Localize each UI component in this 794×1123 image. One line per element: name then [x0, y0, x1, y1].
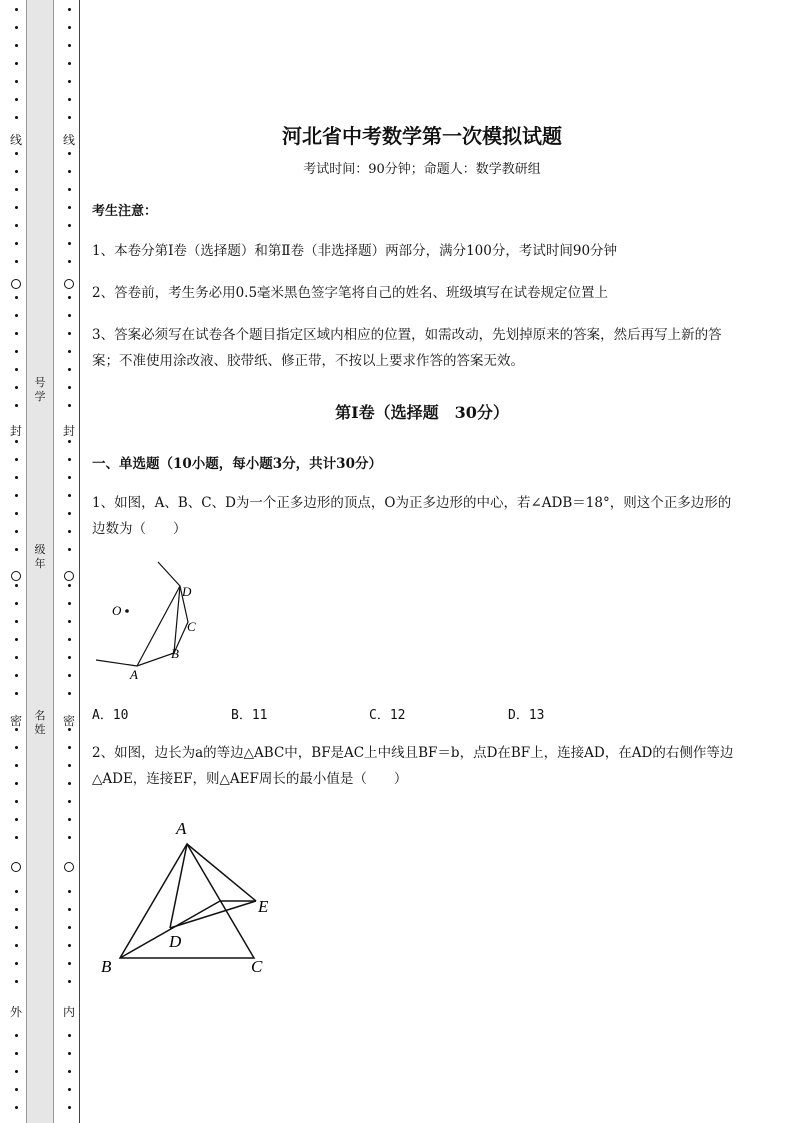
- seal-dot: [15, 692, 18, 695]
- seal-dot: [15, 494, 18, 497]
- seal-dot: [15, 440, 18, 443]
- seal-dot: [68, 764, 71, 767]
- seal-dot: [15, 1052, 18, 1055]
- seal-mark-inner-feng: 封: [62, 424, 75, 438]
- seal-dot: [68, 314, 71, 317]
- exam-title: 河北省中考数学第一次模拟试题: [282, 124, 562, 148]
- notice-item-1: 1、本卷分第I卷（选择题）和第Ⅱ卷（非选择题）两部分，满分100分，考试时间90分钟: [92, 243, 618, 259]
- figure-label-D: D: [169, 932, 182, 951]
- margin-border-line: [79, 0, 80, 1123]
- seal-dot: [68, 26, 71, 29]
- seal-dot: [68, 890, 71, 893]
- seal-dot: [15, 638, 18, 641]
- seal-dot: [15, 530, 18, 533]
- seal-dot: [15, 764, 18, 767]
- outer-seal-line: [9, 0, 23, 1123]
- seal-dot: [68, 548, 71, 551]
- seal-dot: [15, 818, 18, 821]
- seal-dot: [68, 530, 71, 533]
- field-char: 级: [34, 543, 46, 556]
- field-char: 学: [34, 390, 46, 403]
- seal-dot: [68, 116, 71, 119]
- seal-dot: [68, 368, 71, 371]
- seal-dot: [68, 944, 71, 947]
- seal-dot: [15, 62, 18, 65]
- seal-dot: [68, 476, 71, 479]
- seal-dot: [68, 674, 71, 677]
- option-d: D．13: [508, 708, 545, 723]
- seal-dot: [68, 908, 71, 911]
- seal-dot: [68, 818, 71, 821]
- seal-dot: [68, 494, 71, 497]
- center-point-icon: [125, 609, 129, 613]
- seal-circle-icon: [64, 279, 74, 289]
- seal-dot: [15, 98, 18, 101]
- seal-dot: [68, 80, 71, 83]
- seal-dot: [15, 152, 18, 155]
- seal-dot: [68, 170, 71, 173]
- seal-dot: [68, 260, 71, 263]
- inner-seal-line: [62, 0, 76, 1123]
- seal-dot: [15, 386, 18, 389]
- seal-circle-icon: [11, 571, 21, 581]
- question-1-text: 1、如图，A、B、C、D为一个正多边形的顶点，O为正多边形的中心，若∠ADB＝18°，则这个正多边形的边数为（ ）: [92, 495, 732, 537]
- seal-dot: [68, 62, 71, 65]
- figure-label-C: C: [251, 957, 263, 976]
- seal-dot: [15, 548, 18, 551]
- figure-label-B: B: [101, 957, 112, 976]
- seal-dot: [68, 926, 71, 929]
- seal-circle-icon: [64, 862, 74, 872]
- seal-dot: [15, 26, 18, 29]
- seal-mark-outer-wai: 外: [9, 1005, 22, 1019]
- seal-dot: [68, 350, 71, 353]
- seal-dot: [68, 44, 71, 47]
- seal-dot: [15, 296, 18, 299]
- seal-dot: [15, 206, 18, 209]
- seal-dot: [15, 836, 18, 839]
- seal-dot: [68, 1088, 71, 1091]
- seal-dot: [15, 746, 18, 749]
- seal-dot: [68, 512, 71, 515]
- field-char: 姓: [34, 723, 46, 736]
- seal-mark-outer-feng: 封: [9, 424, 22, 438]
- seal-mark-inner-nei: 内: [62, 1005, 75, 1019]
- seal-dot: [15, 620, 18, 623]
- seal-circle-icon: [64, 571, 74, 581]
- seal-dot: [68, 332, 71, 335]
- seal-dot: [68, 602, 71, 605]
- seal-dot: [68, 98, 71, 101]
- seal-dot: [15, 512, 18, 515]
- seal-dot: [68, 800, 71, 803]
- seal-dot: [15, 224, 18, 227]
- seal-dot: [15, 350, 18, 353]
- seal-dot: [68, 440, 71, 443]
- exam-subtitle: 考试时间：90分钟；命题人：数学教研组: [303, 162, 541, 177]
- seal-mark-outer-mi: 密: [9, 714, 22, 728]
- seal-dot: [15, 656, 18, 659]
- seal-dot: [15, 980, 18, 983]
- seal-dot: [68, 458, 71, 461]
- seal-dot: [15, 188, 18, 191]
- seal-mark-outer-xian: 线: [9, 133, 22, 147]
- seal-dot: [15, 800, 18, 803]
- seal-dot: [15, 260, 18, 263]
- question-2-figure: [96, 815, 296, 980]
- figure-label-A: A: [176, 819, 187, 838]
- seal-dot: [15, 908, 18, 911]
- seal-dot: [68, 962, 71, 965]
- notice-item-2: 2、答卷前，考生务必用0.5毫米黑色签字笔将自己的姓名、班级填写在试卷规定位置上: [92, 285, 609, 301]
- question-2-text: 2、如图，边长为a的等边△ABC中，BF是AC上中线且BF＝b，点D在BF上，连接AD，在AD的右侧作等边△ADE，连接EF，则△AEF周长的最小值是（ ）: [92, 745, 734, 787]
- field-char: 名: [34, 709, 46, 722]
- seal-dot: [15, 584, 18, 587]
- field-char: 年: [34, 557, 46, 570]
- seal-dot: [15, 242, 18, 245]
- seal-circle-icon: [11, 862, 21, 872]
- seal-dot: [68, 386, 71, 389]
- field-name: [30, 709, 50, 737]
- seal-dot: [15, 80, 18, 83]
- seal-dot: [15, 8, 18, 11]
- seal-mark-inner-mi: 密: [62, 714, 75, 728]
- seal-dot: [68, 782, 71, 785]
- section-subtitle: 一、单选题（10小题，每小题3分，共计30分）: [92, 456, 382, 472]
- figure-label-C: C: [187, 619, 196, 634]
- seal-dot: [15, 926, 18, 929]
- seal-dot: [68, 746, 71, 749]
- notice-heading: 考生注意：: [92, 204, 158, 219]
- seal-dot: [68, 638, 71, 641]
- figure-label-O: O: [112, 603, 122, 618]
- binding-margin: [0, 0, 84, 1123]
- seal-dot: [15, 962, 18, 965]
- seal-dot: [68, 620, 71, 623]
- seal-dot: [15, 332, 18, 335]
- seal-dot: [15, 170, 18, 173]
- seal-dot: [15, 890, 18, 893]
- seal-dot: [68, 1052, 71, 1055]
- seal-dot: [68, 836, 71, 839]
- field-char: 号: [34, 376, 46, 389]
- seal-dot: [68, 206, 71, 209]
- seal-dot: [15, 458, 18, 461]
- seal-dot: [15, 1070, 18, 1073]
- seal-dot: [68, 224, 71, 227]
- option-b: B．11: [231, 708, 268, 723]
- seal-dot: [15, 314, 18, 317]
- seal-dot: [68, 404, 71, 407]
- field-grade: [30, 543, 50, 571]
- seal-circle-icon: [11, 279, 21, 289]
- seal-dot: [68, 152, 71, 155]
- seal-mark-inner-xian: 线: [62, 133, 75, 147]
- seal-dot: [68, 1034, 71, 1037]
- seal-dot: [15, 368, 18, 371]
- seal-dot: [68, 1070, 71, 1073]
- figure-label-B: B: [171, 646, 179, 661]
- seal-dot: [68, 692, 71, 695]
- seal-dot: [15, 1106, 18, 1109]
- seal-dot: [68, 656, 71, 659]
- section-title: 第I卷（选择题 30分）: [335, 403, 509, 422]
- seal-dot: [68, 584, 71, 587]
- seal-dot: [15, 404, 18, 407]
- seal-dot: [15, 602, 18, 605]
- notice-item-3: 3、答案必须写在试卷各个题目指定区域内相应的位置，如需改动，先划掉原来的答案，然后再写上新的答案；不准使用涂改液、胶带纸、修正带，不按以上要求作答的答案无效。: [92, 327, 722, 369]
- seal-dot: [68, 1106, 71, 1109]
- option-a: A．10: [92, 708, 129, 723]
- seal-dot: [15, 476, 18, 479]
- figure-label-A: A: [130, 667, 138, 682]
- question-1-figure: [94, 558, 224, 688]
- seal-dot: [68, 188, 71, 191]
- seal-dot: [15, 44, 18, 47]
- seal-dot: [68, 8, 71, 11]
- figure-label-D: D: [182, 584, 192, 599]
- seal-dot: [15, 782, 18, 785]
- seal-dot: [15, 674, 18, 677]
- seal-dot: [68, 296, 71, 299]
- seal-dot: [68, 728, 71, 731]
- seal-dot: [15, 728, 18, 731]
- field-student-id: [30, 376, 50, 404]
- seal-dot: [15, 944, 18, 947]
- seal-dot: [68, 242, 71, 245]
- seal-dot: [68, 980, 71, 983]
- seal-dot: [15, 1088, 18, 1091]
- option-c: C．12: [369, 708, 406, 723]
- figure-label-E: E: [258, 897, 269, 916]
- seal-dot: [15, 1034, 18, 1037]
- seal-dot: [15, 116, 18, 119]
